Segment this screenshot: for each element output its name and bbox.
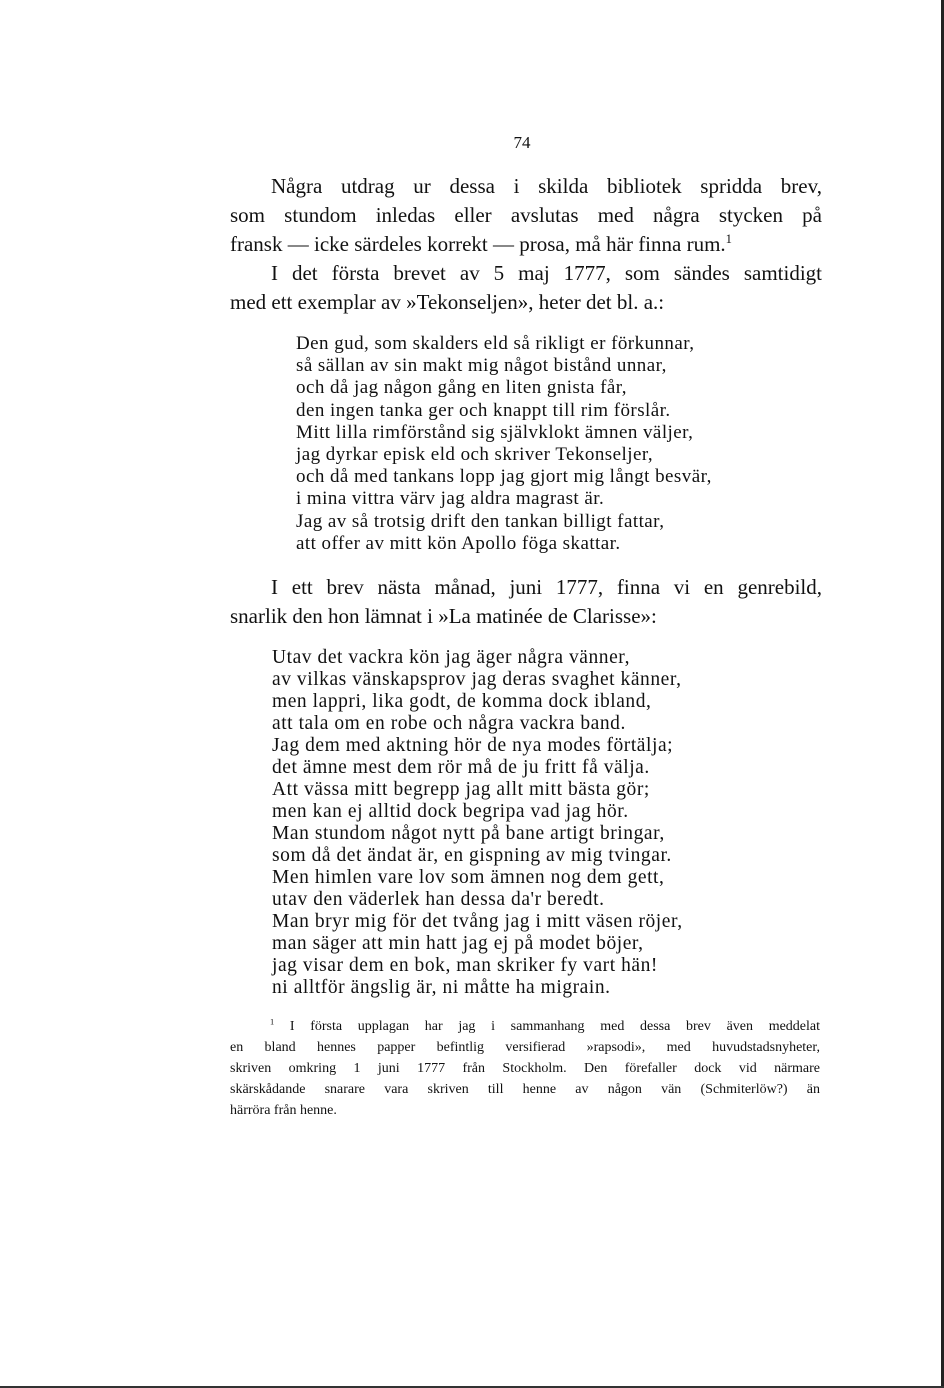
poem-verse: ni alltför ängslig är, ni måtte ha migrain. [272, 977, 611, 998]
paragraph-line-text: fransk — icke särdeles korrekt — prosa, må här finna rum. [230, 232, 726, 256]
poem-verse: men lappri, lika godt, de komma dock ibland, [272, 691, 652, 712]
poem-verse: Men himlen vare lov som ämnen nog dem gett, [272, 867, 665, 888]
poem-verse: Utav det vackra kön jag äger några vänner, [272, 647, 630, 668]
poem-verse: det ämne mest dem rör må de ju fritt få välja. [272, 757, 650, 778]
poem-verse: Man stundom något nytt på bane artigt bringar, [272, 823, 665, 844]
poem-verse: Man bryr mig för det tvång jag i mitt väsen röjer, [272, 911, 683, 932]
footnote-line: en bland hennes papper befintlig versifierad »rapsodi», med huvudstadsnyheter, [230, 1040, 820, 1055]
poem-verse: och då jag någon gång en liten gnista får, [296, 377, 628, 399]
paragraph-first-letter [230, 259, 822, 317]
poem-verse: Jag av så trotsig drift den tankan billigt fattar, [296, 510, 665, 532]
paragraph-line: Några utdrag ur dessa i skilda bibliotek spridda brev, [271, 174, 822, 198]
poem-verse: av vilkas vänskapsprov jag deras svaghet känner, [272, 669, 682, 690]
footnote-line-text: I första upplagan har jag i sammanhang med dessa brev även meddelat [289, 1019, 821, 1034]
poem-verse: Mitt lilla rimförstånd sig självklokt ämnen väljer, [296, 421, 694, 443]
poem-verse: i mina vittra värv jag aldra magrast är. [296, 488, 605, 510]
paragraph-june-letter [230, 573, 822, 631]
poem-verse: så sällan av sin makt mig något bistånd unnar, [296, 355, 667, 377]
paragraph-line [230, 230, 822, 259]
poem-verse: utav den väderlek han dessa da'r beredt. [272, 889, 605, 910]
paragraph-line: I ett brev nästa månad, juni 1777, finna vi en genrebild, [271, 575, 822, 599]
footnote-line: härröra från henne. [230, 1103, 337, 1118]
paragraph-intro [230, 172, 822, 259]
footnote-line [230, 1016, 820, 1037]
poem-verse: den ingen tanka ger och knappt till rim förslår. [296, 399, 671, 421]
footnote-line: skriven omkring 1 juni 1777 från Stockholm. Den förefaller dock vid närmare [230, 1061, 820, 1076]
poem-verse: att offer av mitt kön Apollo föga skattar. [296, 532, 621, 554]
poem-verse: Jag dem med aktning hör de nya modes förtälja; [272, 735, 674, 756]
paragraph-line: I det första brevet av 5 maj 1777, som sändes samtidigt [271, 261, 822, 285]
poem-verse: man säger att min hatt jag ej på modet böjer, [272, 933, 644, 954]
footnote [230, 1016, 820, 1121]
footnote-reference: 1 [725, 232, 732, 246]
footnote-mark: 1 [270, 1017, 275, 1027]
poem-verse: att tala om en robe och några vackra band. [272, 713, 626, 734]
poem-verse: Den gud, som skalders eld så rikligt er förkunnar, [296, 333, 695, 354]
page-number: 74 [513, 133, 531, 152]
poem-tekonseljen [296, 333, 712, 555]
paragraph-line: med ett exemplar av »Tekonseljen», heter det bl. a.: [230, 290, 665, 314]
poem-verse: och då med tankans lopp jag gjort mig långt besvär, [296, 466, 712, 488]
poem-genrebild [272, 647, 683, 999]
poem-verse: Att vässa mitt begrepp jag allt mitt bästa gör; [272, 779, 650, 800]
paragraph-line: snarlik den hon lämnat i »La matinée de Clarisse»: [230, 604, 657, 628]
footnote-line: skärskådande snarare vara skriven till henne av någon vän (Schmiterlöw?) än [230, 1082, 820, 1097]
poem-verse: jag dyrkar episk eld och skriver Tekonseljer, [296, 444, 654, 466]
poem-verse: jag visar dem en bok, man skriker fy vart hän! [272, 955, 658, 976]
paragraph-line: som stundom inledas eller avslutas med några stycken på [230, 203, 822, 227]
poem-verse: som då det ändat är, en gispning av mig tvingar. [272, 845, 672, 866]
poem-verse: men kan ej alltid dock begripa vad jag hör. [272, 801, 629, 822]
